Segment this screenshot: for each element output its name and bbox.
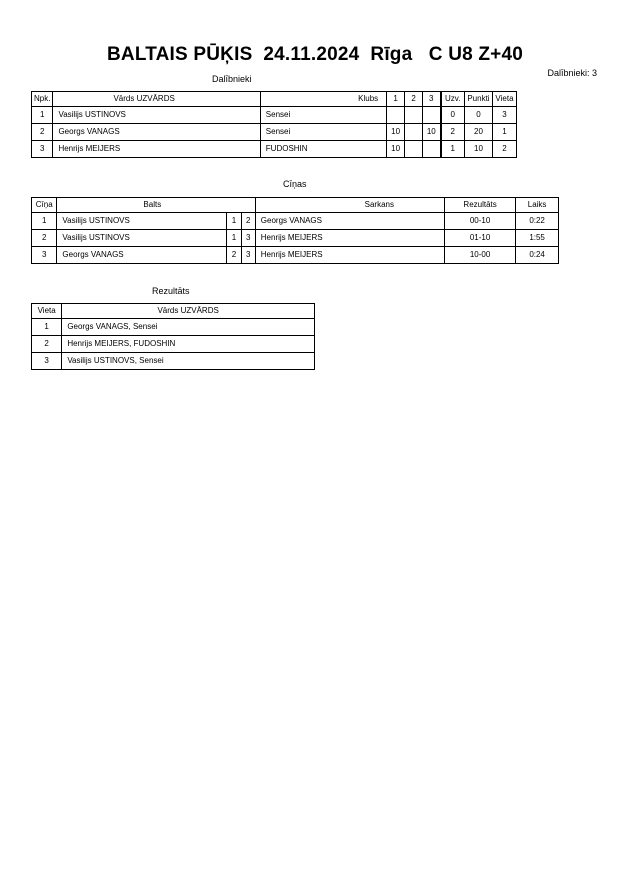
table-header-row xyxy=(32,92,517,107)
col-header-white: Balts xyxy=(57,198,255,213)
cell-fight-num: 2 xyxy=(32,230,57,247)
cell-club: Sensei xyxy=(260,124,386,141)
col-header-3: 3 xyxy=(423,92,441,107)
table-row xyxy=(32,124,517,141)
cell-time: 0:24 xyxy=(516,247,559,264)
cell-fight-num: 1 xyxy=(32,213,57,230)
table-row xyxy=(32,230,559,247)
cell-red: Henrijs MEIJERS xyxy=(255,247,444,264)
table-row xyxy=(32,141,517,158)
cell-white-id: 2 xyxy=(227,247,241,264)
table-row xyxy=(32,107,517,124)
cell-name: Vasilijs USTINOVS xyxy=(53,107,260,124)
cell-wins: 2 xyxy=(441,124,465,141)
cell-name: Vasilijs USTINOVS, Sensei xyxy=(62,353,315,370)
fights-section-title: Cīņas xyxy=(283,179,307,189)
cell-result: 00-10 xyxy=(445,213,516,230)
table-row xyxy=(32,319,315,336)
cell-red-id: 3 xyxy=(241,230,255,247)
col-header-name: Vārds UZVĀRDS xyxy=(62,304,315,319)
cell-result: 10-00 xyxy=(445,247,516,264)
cell-points: 0 xyxy=(464,107,492,124)
cell-white-id: 1 xyxy=(227,213,241,230)
col-header-name: Vārds UZVĀRDS xyxy=(53,92,260,107)
cell-r2 xyxy=(405,141,423,158)
cell-white: Georgs VANAGS xyxy=(57,247,227,264)
page-title: BALTAIS PŪĶIS 24.11.2024 Rīga C U8 Z+40 xyxy=(106,44,524,65)
col-header-1: 1 xyxy=(387,92,405,107)
cell-place: 1 xyxy=(32,319,62,336)
cell-white: Vasilijs USTINOVS xyxy=(57,213,227,230)
cell-place: 1 xyxy=(492,124,516,141)
cell-red: Henrijs MEIJERS xyxy=(255,230,444,247)
results-section-title: Rezultāts xyxy=(152,286,190,296)
cell-red-id: 2 xyxy=(241,213,255,230)
cell-points: 20 xyxy=(464,124,492,141)
cell-red: Georgs VANAGS xyxy=(255,213,444,230)
cell-points: 10 xyxy=(464,141,492,158)
table-row xyxy=(32,336,315,353)
cell-club: Sensei xyxy=(260,107,386,124)
cell-r3: 10 xyxy=(423,124,441,141)
cell-place: 3 xyxy=(492,107,516,124)
cell-club: FUDOSHIN xyxy=(260,141,386,158)
cell-npk: 3 xyxy=(32,141,53,158)
cell-fight-num: 3 xyxy=(32,247,57,264)
cell-name: Henrijs MEIJERS xyxy=(53,141,260,158)
cell-r1: 10 xyxy=(387,124,405,141)
cell-r3 xyxy=(423,141,441,158)
participants-table xyxy=(31,91,517,158)
participants-section-title: Dalībnieki xyxy=(212,74,252,84)
cell-white-id: 1 xyxy=(227,230,241,247)
col-header-npk: Npk. xyxy=(32,92,53,107)
cell-name: Georgs VANAGS, Sensei xyxy=(62,319,315,336)
table-row xyxy=(32,247,559,264)
table-header-row xyxy=(32,198,559,213)
table-row xyxy=(32,213,559,230)
cell-time: 1:55 xyxy=(516,230,559,247)
cell-name: Henrijs MEIJERS, FUDOSHIN xyxy=(62,336,315,353)
cell-r3 xyxy=(423,107,441,124)
table-header-row xyxy=(32,304,315,319)
table-row xyxy=(32,353,315,370)
col-header-points: Punkti xyxy=(464,92,492,107)
col-header-wins: Uzv. xyxy=(441,92,465,107)
cell-place: 2 xyxy=(32,336,62,353)
cell-wins: 0 xyxy=(441,107,465,124)
participants-count: Dalībnieki: 3 xyxy=(547,68,597,78)
cell-npk: 2 xyxy=(32,124,53,141)
cell-r1 xyxy=(387,107,405,124)
col-header-result: Rezultāts xyxy=(445,198,516,213)
col-header-place: Vieta xyxy=(32,304,62,319)
col-header-club: Klubs xyxy=(260,92,386,107)
cell-r1: 10 xyxy=(387,141,405,158)
col-header-2: 2 xyxy=(405,92,423,107)
results-table xyxy=(31,303,315,370)
fights-table xyxy=(31,197,559,264)
cell-npk: 1 xyxy=(32,107,53,124)
cell-place: 3 xyxy=(32,353,62,370)
cell-time: 0:22 xyxy=(516,213,559,230)
cell-name: Georgs VANAGS xyxy=(53,124,260,141)
cell-white: Vasilijs USTINOVS xyxy=(57,230,227,247)
col-header-place: Vieta xyxy=(492,92,516,107)
cell-r2 xyxy=(405,124,423,141)
cell-result: 01-10 xyxy=(445,230,516,247)
cell-place: 2 xyxy=(492,141,516,158)
col-header-red: Sarkans xyxy=(255,198,444,213)
cell-wins: 1 xyxy=(441,141,465,158)
col-header-time: Laiks xyxy=(516,198,559,213)
cell-red-id: 3 xyxy=(241,247,255,264)
col-header-fight: Cīņa xyxy=(32,198,57,213)
cell-r2 xyxy=(405,107,423,124)
